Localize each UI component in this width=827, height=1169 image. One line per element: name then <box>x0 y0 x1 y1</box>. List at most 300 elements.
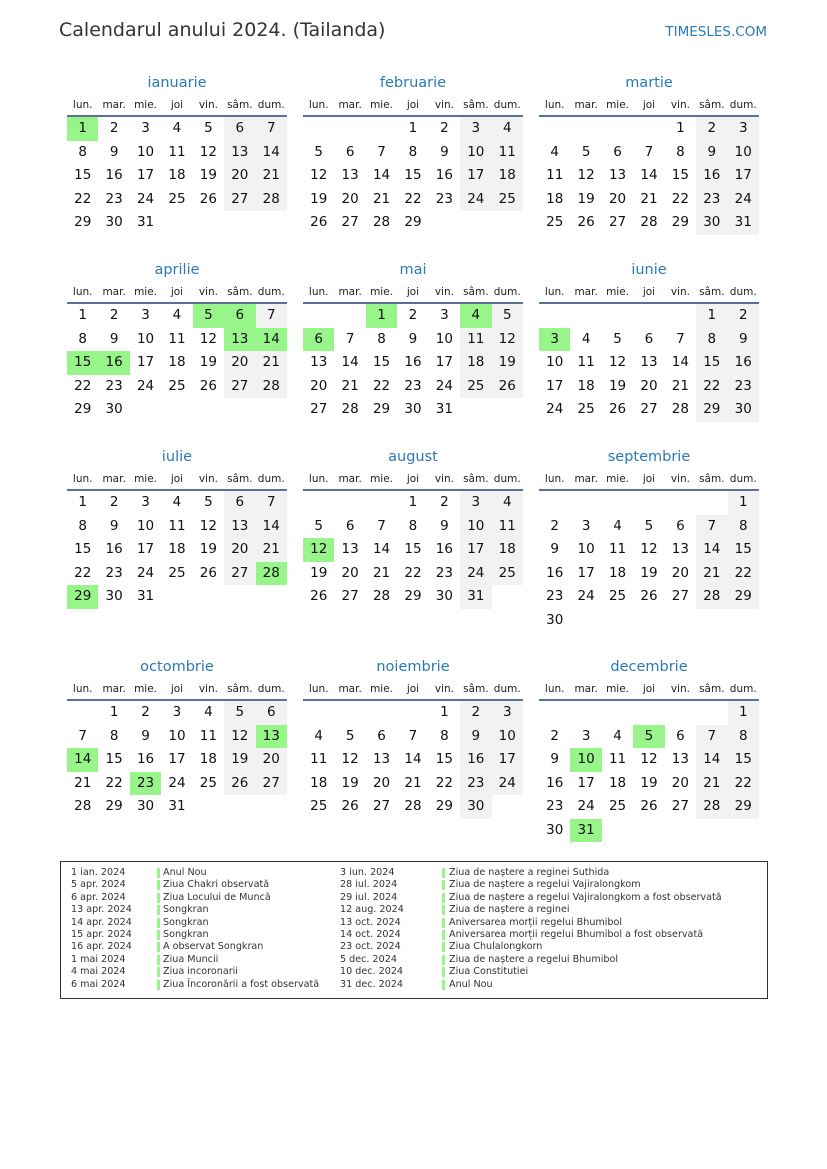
day-cell: 2 <box>408 307 418 323</box>
holiday-date: 29 iul. 2024 <box>340 891 398 903</box>
day-cell: 16 <box>105 167 123 183</box>
weekday-header <box>539 281 759 304</box>
day-cell: 9 <box>109 517 119 534</box>
day-cell: 16 <box>435 541 453 557</box>
weekday-label: joi <box>170 286 184 298</box>
day-cell: 21 <box>404 774 422 791</box>
month-iunie <box>539 259 759 422</box>
weekday-label: lun. <box>544 99 565 111</box>
day-cell: 12 <box>608 354 627 370</box>
weekday-label: joi <box>642 473 656 485</box>
weekday-label: mie. <box>134 473 158 485</box>
day-cell: 21 <box>74 774 92 791</box>
weekday-header <box>303 678 523 701</box>
day-cell: 26 <box>310 214 328 230</box>
holiday-marker <box>157 955 160 965</box>
day-cell: 28 <box>696 585 727 609</box>
day-cell: 15 <box>435 751 453 767</box>
day-cell: 29 <box>435 798 453 814</box>
day-cell: 14 <box>404 751 422 767</box>
day-cell: 1 <box>676 120 685 136</box>
day-cell: 13 <box>608 167 627 183</box>
day-cell: 3 <box>460 491 491 515</box>
day-cell: 22 <box>74 377 92 394</box>
day-cell: 10 <box>168 727 186 744</box>
day-cell: 22 <box>728 562 759 586</box>
weekday-label: lun. <box>308 99 329 111</box>
day-cell: 5 <box>224 701 255 725</box>
day-cell: 11 <box>168 517 186 534</box>
day-cell: 28 <box>341 401 359 417</box>
weekday-header <box>303 281 523 304</box>
day-cell: 1 <box>696 304 727 328</box>
day-cell: 2 <box>550 517 559 534</box>
day-cell: 17 <box>136 541 155 557</box>
holiday-row <box>340 879 760 891</box>
day-cell: 26 <box>224 772 255 796</box>
day-cell: 7 <box>256 117 287 141</box>
day-cell: 2 <box>550 727 559 744</box>
day-cell: 19 <box>224 748 255 772</box>
day-cell: 10 <box>460 141 491 165</box>
day-grid <box>539 117 759 235</box>
day-cell: 25 <box>168 564 186 581</box>
holiday-date: 10 dec. 2024 <box>340 966 404 978</box>
month-octombrie <box>67 656 287 819</box>
day-cell: 12 <box>199 143 217 160</box>
day-cell: 4 <box>204 704 213 720</box>
day-cell: 29 <box>728 795 759 819</box>
empty-cell <box>696 491 727 515</box>
day-cell: 24 <box>460 188 491 212</box>
day-cell: 4 <box>613 727 622 744</box>
month-title: iunie <box>631 262 667 278</box>
day-cell: 30 <box>728 398 759 422</box>
day-cell: 23 <box>546 798 564 814</box>
day-cell: 25 <box>608 798 627 814</box>
day-cell: 18 <box>546 190 564 207</box>
day-cell: 9 <box>696 141 727 165</box>
day-cell: 28 <box>256 188 287 212</box>
day-cell: 6 <box>377 727 386 744</box>
day-cell: 2 <box>440 120 449 136</box>
day-cell: 19 <box>199 354 217 370</box>
day-cell: 8 <box>408 517 418 534</box>
day-cell: 14 <box>372 167 391 183</box>
day-cell: 14 <box>696 748 727 772</box>
day-cell: 5 <box>204 120 213 136</box>
empty-cell <box>570 701 601 725</box>
day-cell: 7 <box>408 727 418 744</box>
weekday-label: vin. <box>670 286 690 298</box>
day-cell: 3 <box>492 701 523 725</box>
weekday-label: joi <box>642 99 656 111</box>
day-cell: 17 <box>136 354 155 370</box>
day-cell: 18 <box>577 377 595 394</box>
day-cell: 21 <box>256 538 287 562</box>
weekday-label: vin. <box>670 473 690 485</box>
holiday-marker <box>442 980 445 990</box>
day-cell: 28 <box>372 588 391 604</box>
day-cell: 2 <box>141 704 150 720</box>
day-cell: 28 <box>74 798 92 814</box>
weekday-label: sâm. <box>227 286 253 298</box>
empty-cell <box>570 117 601 141</box>
weekday-header <box>539 468 759 491</box>
day-cell: 20 <box>224 164 255 188</box>
day-cell: 5 <box>204 494 213 510</box>
holiday-row <box>71 929 341 941</box>
weekday-label: vin. <box>434 286 454 298</box>
weekday-label: vin. <box>434 683 454 695</box>
month-title: august <box>388 449 438 465</box>
holiday-name: Ziua Locului de Muncă <box>163 891 271 903</box>
day-cell: 11 <box>460 328 491 352</box>
empty-cell <box>67 701 98 725</box>
day-cell: 2 <box>109 307 119 323</box>
holiday-marker <box>442 880 445 890</box>
holiday-day-cell: 10 <box>570 748 601 772</box>
day-cell: 10 <box>435 330 453 347</box>
day-cell: 28 <box>256 375 287 399</box>
weekday-label: lun. <box>72 286 93 298</box>
day-cell: 28 <box>372 214 391 230</box>
weekday-label: lun. <box>308 683 329 695</box>
day-cell: 6 <box>345 143 355 160</box>
day-cell: 19 <box>199 541 217 557</box>
day-cell: 15 <box>74 541 92 557</box>
holiday-row <box>71 867 341 879</box>
day-cell: 11 <box>492 515 523 539</box>
weekday-label: joi <box>642 286 656 298</box>
month-februarie <box>303 72 523 235</box>
weekday-label: dum. <box>729 99 757 111</box>
holiday-marker <box>157 967 160 977</box>
day-cell: 16 <box>105 541 123 557</box>
day-cell: 11 <box>168 330 186 347</box>
day-cell: 11 <box>546 167 564 183</box>
day-cell: 22 <box>435 774 453 791</box>
empty-cell <box>303 304 334 328</box>
day-cell: 21 <box>256 164 287 188</box>
day-cell: 4 <box>314 727 323 744</box>
day-cell: 22 <box>404 564 422 581</box>
day-cell: 3 <box>141 120 150 136</box>
day-cell: 1 <box>408 120 418 136</box>
day-cell: 5 <box>581 143 591 160</box>
day-cell: 20 <box>256 748 287 772</box>
day-cell: 13 <box>372 751 391 767</box>
weekday-label: joi <box>406 99 420 111</box>
holiday-day-cell: 31 <box>570 819 601 843</box>
day-cell: 7 <box>676 330 685 347</box>
holiday-date: 13 oct. 2024 <box>340 916 401 928</box>
holiday-date: 15 apr. 2024 <box>71 928 132 940</box>
day-cell: 6 <box>345 517 355 534</box>
holiday-day-cell: 13 <box>256 725 287 749</box>
day-cell: 18 <box>492 164 523 188</box>
day-cell: 11 <box>608 541 627 557</box>
weekday-label: sâm. <box>699 683 725 695</box>
day-cell: 1 <box>78 307 87 323</box>
day-cell: 20 <box>310 377 328 394</box>
day-cell: 20 <box>341 190 359 207</box>
day-cell: 20 <box>372 774 391 791</box>
weekday-header <box>303 468 523 491</box>
day-cell: 7 <box>345 330 355 347</box>
day-cell: 18 <box>608 774 627 791</box>
holiday-marker <box>157 942 160 952</box>
empty-cell <box>633 304 664 328</box>
day-cell: 11 <box>199 727 217 744</box>
day-cell: 4 <box>172 494 182 510</box>
holiday-day-cell: 1 <box>67 117 98 141</box>
day-cell: 21 <box>696 562 727 586</box>
day-cell: 11 <box>310 751 328 767</box>
day-cell: 1 <box>440 704 449 720</box>
day-cell: 27 <box>341 214 359 230</box>
weekday-label: mie. <box>370 473 394 485</box>
weekday-label: sâm. <box>699 99 725 111</box>
weekday-label: joi <box>406 286 420 298</box>
holiday-date: 4 mai 2024 <box>71 966 126 978</box>
day-cell: 22 <box>404 190 422 207</box>
holiday-name: Anul Nou <box>449 978 493 990</box>
day-cell: 13 <box>224 141 255 165</box>
day-cell: 17 <box>435 354 453 370</box>
day-cell: 25 <box>492 188 523 212</box>
day-cell: 31 <box>136 214 155 230</box>
day-cell: 1 <box>408 494 418 510</box>
empty-cell <box>366 491 397 515</box>
day-cell: 27 <box>671 798 689 814</box>
empty-cell <box>539 304 570 328</box>
empty-cell <box>539 491 570 515</box>
day-grid <box>303 701 523 819</box>
brand-link[interactable]: TIMESLES.COM <box>665 24 767 40</box>
weekday-label: mie. <box>134 286 158 298</box>
day-cell: 27 <box>671 588 689 604</box>
empty-cell <box>602 304 633 328</box>
holiday-marker <box>157 880 160 890</box>
day-cell: 15 <box>696 351 727 375</box>
day-cell: 18 <box>199 751 217 767</box>
weekday-label: mar. <box>338 683 362 695</box>
empty-cell <box>366 117 397 141</box>
weekday-label: mar. <box>574 683 598 695</box>
holiday-row <box>71 892 341 904</box>
day-cell: 30 <box>546 611 564 628</box>
day-cell: 7 <box>377 517 386 534</box>
weekday-label: vin. <box>670 683 690 695</box>
holiday-name: A observat Songkran <box>163 941 264 953</box>
day-cell: 15 <box>372 354 391 370</box>
holiday-marker <box>157 905 160 915</box>
weekday-label: mie. <box>606 683 630 695</box>
holiday-day-cell: 14 <box>256 328 287 352</box>
day-cell: 6 <box>676 727 685 744</box>
day-cell: 21 <box>341 377 359 394</box>
day-grid <box>303 491 523 609</box>
day-cell: 7 <box>78 727 87 744</box>
holiday-row <box>71 917 341 929</box>
weekday-label: mie. <box>370 99 394 111</box>
holiday-day-cell: 23 <box>130 772 161 796</box>
day-cell: 24 <box>460 562 491 586</box>
day-cell: 9 <box>440 517 449 534</box>
weekday-label: vin. <box>434 99 454 111</box>
day-cell: 27 <box>224 188 255 212</box>
day-cell: 7 <box>696 725 727 749</box>
holiday-row <box>71 879 341 891</box>
day-cell: 14 <box>372 541 391 557</box>
day-cell: 21 <box>372 190 391 207</box>
day-cell: 12 <box>640 751 658 767</box>
weekday-label: joi <box>406 473 420 485</box>
holiday-day-cell: 12 <box>303 538 334 562</box>
empty-cell <box>570 304 601 328</box>
weekday-header <box>303 94 523 117</box>
day-cell: 23 <box>105 564 123 581</box>
weekday-label: mar. <box>102 473 126 485</box>
month-title: februarie <box>379 75 447 91</box>
weekday-label: dum. <box>729 683 757 695</box>
day-cell: 15 <box>105 751 123 767</box>
day-cell: 20 <box>640 377 658 394</box>
empty-cell <box>539 117 570 141</box>
day-cell: 7 <box>696 515 727 539</box>
day-cell: 16 <box>136 751 155 767</box>
holiday-name: Ziua incoronarii <box>163 966 238 978</box>
day-cell: 19 <box>640 564 658 581</box>
weekday-label: vin. <box>198 473 218 485</box>
day-cell: 27 <box>224 562 255 586</box>
day-cell: 11 <box>608 751 627 767</box>
day-cell: 11 <box>577 354 595 370</box>
holiday-name: Ziua Constitutiei <box>449 966 529 978</box>
holiday-date: 6 apr. 2024 <box>71 891 126 903</box>
day-cell: 21 <box>671 377 689 394</box>
weekday-label: vin. <box>198 683 218 695</box>
holiday-row <box>340 892 760 904</box>
holiday-name: Ziua Muncii <box>163 953 219 965</box>
day-cell: 29 <box>74 401 92 417</box>
day-cell: 23 <box>435 564 453 581</box>
day-cell: 19 <box>608 377 627 394</box>
holiday-marker <box>442 930 445 940</box>
day-cell: 8 <box>78 143 87 160</box>
holiday-name: Ziua de naștere a regelui Vajiralongkom <box>449 879 641 891</box>
day-cell: 20 <box>224 351 255 375</box>
holiday-date: 13 apr. 2024 <box>71 904 132 916</box>
holiday-date: 5 dec. 2024 <box>340 953 397 965</box>
day-cell: 22 <box>696 375 727 399</box>
weekday-label: sâm. <box>463 473 489 485</box>
day-cell: 26 <box>199 564 217 581</box>
empty-cell <box>303 491 334 515</box>
day-cell: 5 <box>492 304 523 328</box>
day-cell: 6 <box>224 491 255 515</box>
day-cell: 12 <box>577 167 595 183</box>
holiday-date: 3 iun. 2024 <box>340 867 395 878</box>
day-cell: 6 <box>676 517 685 534</box>
day-cell: 12 <box>341 751 359 767</box>
day-cell: 23 <box>105 190 123 207</box>
weekday-header <box>67 281 287 304</box>
day-cell: 9 <box>141 727 150 744</box>
day-cell: 8 <box>440 727 449 744</box>
day-cell: 26 <box>199 190 217 207</box>
empty-cell <box>602 491 633 515</box>
empty-cell <box>303 701 334 725</box>
empty-cell <box>570 491 601 515</box>
day-cell: 10 <box>136 517 155 534</box>
day-cell: 25 <box>168 377 186 394</box>
holiday-name: Ziua Chakri observată <box>163 879 270 891</box>
day-cell: 22 <box>671 190 689 207</box>
day-cell: 24 <box>435 377 453 394</box>
day-cell: 12 <box>310 167 328 183</box>
day-cell: 24 <box>136 190 155 207</box>
day-cell: 5 <box>644 517 654 534</box>
weekday-label: sâm. <box>463 286 489 298</box>
day-cell: 14 <box>696 538 727 562</box>
day-cell: 21 <box>256 351 287 375</box>
holiday-name: Songkran <box>163 916 209 928</box>
day-cell: 29 <box>404 214 422 230</box>
holiday-day-cell: 1 <box>366 304 397 328</box>
month-title: noiembrie <box>376 659 450 675</box>
weekday-label: dum. <box>729 286 757 298</box>
weekday-label: dum. <box>257 286 285 298</box>
holiday-row <box>340 941 760 953</box>
day-cell: 22 <box>728 772 759 796</box>
weekday-label: joi <box>170 683 184 695</box>
day-cell: 6 <box>224 117 255 141</box>
empty-cell <box>665 701 696 725</box>
day-cell: 23 <box>728 375 759 399</box>
weekday-label: sâm. <box>699 473 725 485</box>
empty-cell <box>303 117 334 141</box>
day-cell: 8 <box>676 143 685 160</box>
day-cell: 25 <box>546 214 564 230</box>
holiday-day-cell: 5 <box>193 304 224 328</box>
holiday-name: Ziua Chulalongkorn <box>449 941 543 953</box>
day-cell: 18 <box>492 538 523 562</box>
empty-cell <box>334 304 365 328</box>
day-cell: 15 <box>671 167 689 183</box>
day-cell: 28 <box>640 214 658 230</box>
day-cell: 8 <box>78 517 87 534</box>
day-cell: 29 <box>728 585 759 609</box>
holiday-day-cell: 3 <box>539 328 570 352</box>
day-cell: 19 <box>577 190 595 207</box>
day-cell: 15 <box>404 541 422 557</box>
day-cell: 18 <box>460 351 491 375</box>
weekday-header <box>539 678 759 701</box>
day-cell: 7 <box>256 304 287 328</box>
weekday-label: sâm. <box>699 286 725 298</box>
day-cell: 17 <box>460 164 491 188</box>
day-cell: 4 <box>550 143 559 160</box>
day-cell: 20 <box>341 564 359 581</box>
day-cell: 27 <box>224 375 255 399</box>
holiday-marker <box>442 955 445 965</box>
day-cell: 8 <box>696 328 727 352</box>
holiday-date: 14 apr. 2024 <box>71 916 132 928</box>
day-cell: 31 <box>435 401 453 417</box>
day-cell: 16 <box>546 564 564 581</box>
